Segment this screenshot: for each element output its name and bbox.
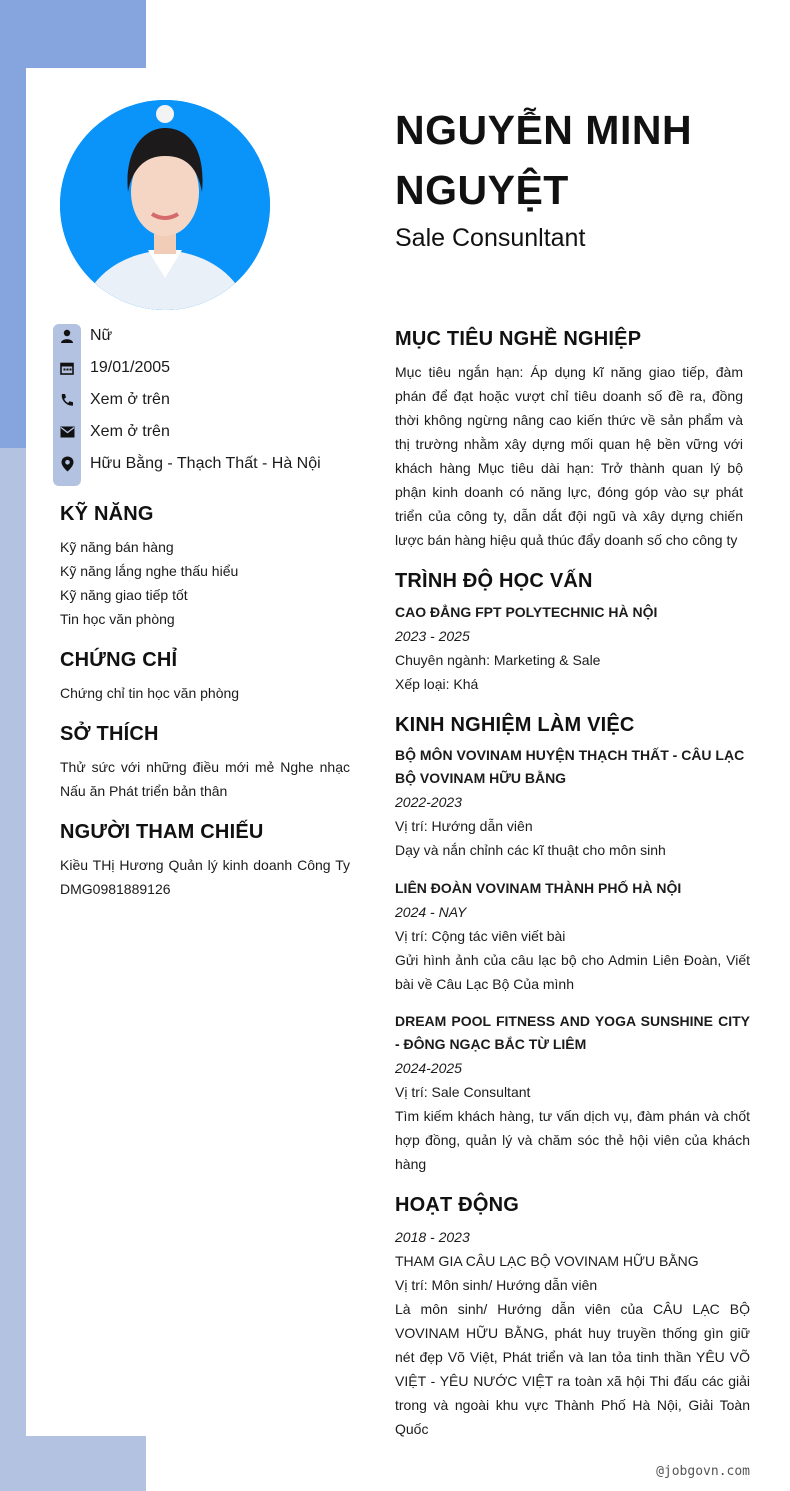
contact-text: Nữ bbox=[90, 327, 113, 344]
candidate-name: NGUYỄN MINH NGUYỆT bbox=[395, 107, 693, 213]
objective-heading: MỤC TIÊU NGHỀ NGHIỆP bbox=[395, 328, 642, 350]
references-heading: NGƯỜI THAM CHIẾU bbox=[60, 821, 264, 843]
activity-desc: Là môn sinh/ Hướng dẫn viên của CÂU LẠC BỘ VOVINAM HỮU BẰNG, phát huy truyền thống gìn giữ nét đẹp Võ Việt, Phát triển và lan tỏa tinh thần YÊU VÕ VIỆT - YÊU NƯỚC VIỆT ra toàn xã hội Thi đấu các giải trong và ngoài khu vực Thành Phố Hà Nội, Giải Toàn Quốc bbox=[395, 1301, 750, 1437]
experience-period: 2024-2025 bbox=[395, 1060, 462, 1076]
experience-desc: Gửi hình ảnh của câu lạc bộ cho Admin Liên Đoàn, Viết bài về Câu Lạc Bộ Của mình bbox=[395, 952, 750, 992]
experience-heading: KINH NGHIỆM LÀM VIỆC bbox=[395, 714, 635, 736]
skill-item: Kỹ năng lắng nghe thấu hiểu bbox=[60, 563, 239, 579]
activity-position: Vị trí: Môn sinh/ Hướng dẫn viên bbox=[395, 1277, 598, 1293]
experience-period: 2024 - NAY bbox=[395, 904, 467, 920]
contact-email bbox=[58, 416, 170, 448]
education-period: 2023 - 2025 bbox=[395, 628, 470, 644]
profile-photo bbox=[60, 100, 270, 310]
certificates-heading: CHỨNG CHỈ bbox=[60, 649, 178, 671]
contact-gender bbox=[58, 320, 112, 352]
hobbies-heading: SỞ THÍCH bbox=[60, 723, 159, 745]
contact-birthdate bbox=[58, 352, 170, 384]
education-grade: Xếp loại: Khá bbox=[395, 676, 479, 692]
mail-icon bbox=[58, 423, 76, 441]
activity-period: 2018 - 2023 bbox=[395, 1229, 470, 1245]
experience-org: BỘ MÔN VOVINAM HUYỆN THẠCH THẤT - CÂU LẠC BỘ VOVINAM HỮU BẰNG bbox=[395, 747, 745, 786]
certificates-list bbox=[60, 681, 350, 705]
experience-org: DREAM POOL FITNESS AND YOGA SUNSHINE CITY - ĐÔNG NGẠC BẮC TỪ LIÊM bbox=[395, 1013, 750, 1052]
experience-position: Vị trí: Hướng dẫn viên bbox=[395, 818, 533, 834]
experience-item bbox=[395, 1010, 750, 1176]
education-major: Chuyên ngành: Marketing & Sale bbox=[395, 652, 601, 668]
activity-org: THAM GIA CÂU LẠC BỘ VOVINAM HỮU BẰNG bbox=[395, 1253, 699, 1269]
skills-list bbox=[60, 535, 350, 631]
contact-address bbox=[58, 448, 321, 480]
experience-period: 2022-2023 bbox=[395, 794, 462, 810]
references-text: Kiều THị Hương Quản lý kinh doanh Công Ty DMG0981889126 bbox=[60, 857, 350, 897]
watermark: @jobgovn.com bbox=[656, 1464, 750, 1479]
contact-text: Xem ở trên bbox=[90, 423, 170, 440]
contact-text: Xem ở trên bbox=[90, 391, 170, 408]
portrait-photo-icon bbox=[60, 100, 270, 310]
decor-band-bottom bbox=[0, 1436, 146, 1491]
objective-text: Mục tiêu ngắn hạn: Áp dụng kĩ năng giao tiếp, đàm phán để đạt hoặc vượt chỉ tiêu doanh số đề ra, đồng thời không ngừng nâng cao kiến thức về sản phẩm và thị trường nhằm xây dựng mối quan hệ bền vững với khách hàng Mục tiêu dài hạn: Trở thành quan lý bộ phận kinh doanh có năng lực, đóng góp vào sự phát triển của công ty, dẫn dắt đội ngũ và xây dựng chiến lược bán hàng hiệu quả thúc đẩy doanh số cho công ty bbox=[395, 364, 743, 548]
skill-item: Kỹ năng giao tiếp tốt bbox=[60, 587, 188, 603]
activities-heading: HOẠT ĐỘNG bbox=[395, 1194, 520, 1216]
hobbies-text: Thử sức với những điều mới mẻ Nghe nhạc Nấu ăn Phát triển bản thân bbox=[60, 759, 350, 799]
skill-item: Kỹ năng bán hàng bbox=[60, 539, 174, 555]
experience-desc: Dạy và nắn chỉnh các kĩ thuật cho môn sinh bbox=[395, 842, 666, 858]
person-icon bbox=[58, 327, 76, 345]
experience-position: Vị trí: Cộng tác viên viết bài bbox=[395, 928, 566, 944]
experience-position: Vị trí: Sale Consultant bbox=[395, 1084, 531, 1100]
experience-item bbox=[395, 877, 750, 996]
phone-icon bbox=[58, 391, 76, 409]
education-school: CAO ĐẲNG FPT POLYTECHNIC HÀ NỘI bbox=[395, 604, 658, 620]
education-block bbox=[395, 601, 750, 696]
education-heading: TRÌNH ĐỘ HỌC VẤN bbox=[395, 570, 593, 592]
experience-item bbox=[395, 744, 750, 862]
experience-desc: Tìm kiếm khách hàng, tư vấn dịch vụ, đàm phán và chốt hợp đồng, quản lý và chăm sóc thẻ hội viên của khách hàng bbox=[395, 1108, 750, 1172]
contact-text: 19/01/2005 bbox=[90, 359, 171, 376]
experience-org: LIÊN ĐOÀN VOVINAM THÀNH PHỐ HÀ NỘI bbox=[395, 880, 682, 896]
decor-band-side bbox=[0, 448, 26, 1491]
calendar-icon bbox=[58, 359, 76, 377]
activities-block bbox=[395, 1225, 750, 1441]
candidate-title: Sale Consunltant bbox=[395, 224, 586, 252]
skills-heading: KỸ NĂNG bbox=[60, 503, 154, 525]
skill-item: Tin học văn phòng bbox=[60, 611, 175, 627]
contact-phone bbox=[58, 384, 170, 416]
location-icon bbox=[58, 455, 76, 473]
certificate-item: Chứng chỉ tin học văn phòng bbox=[60, 685, 240, 701]
contact-text: Hữu Bằng - Thạch Thất - Hà Nội bbox=[90, 455, 321, 472]
